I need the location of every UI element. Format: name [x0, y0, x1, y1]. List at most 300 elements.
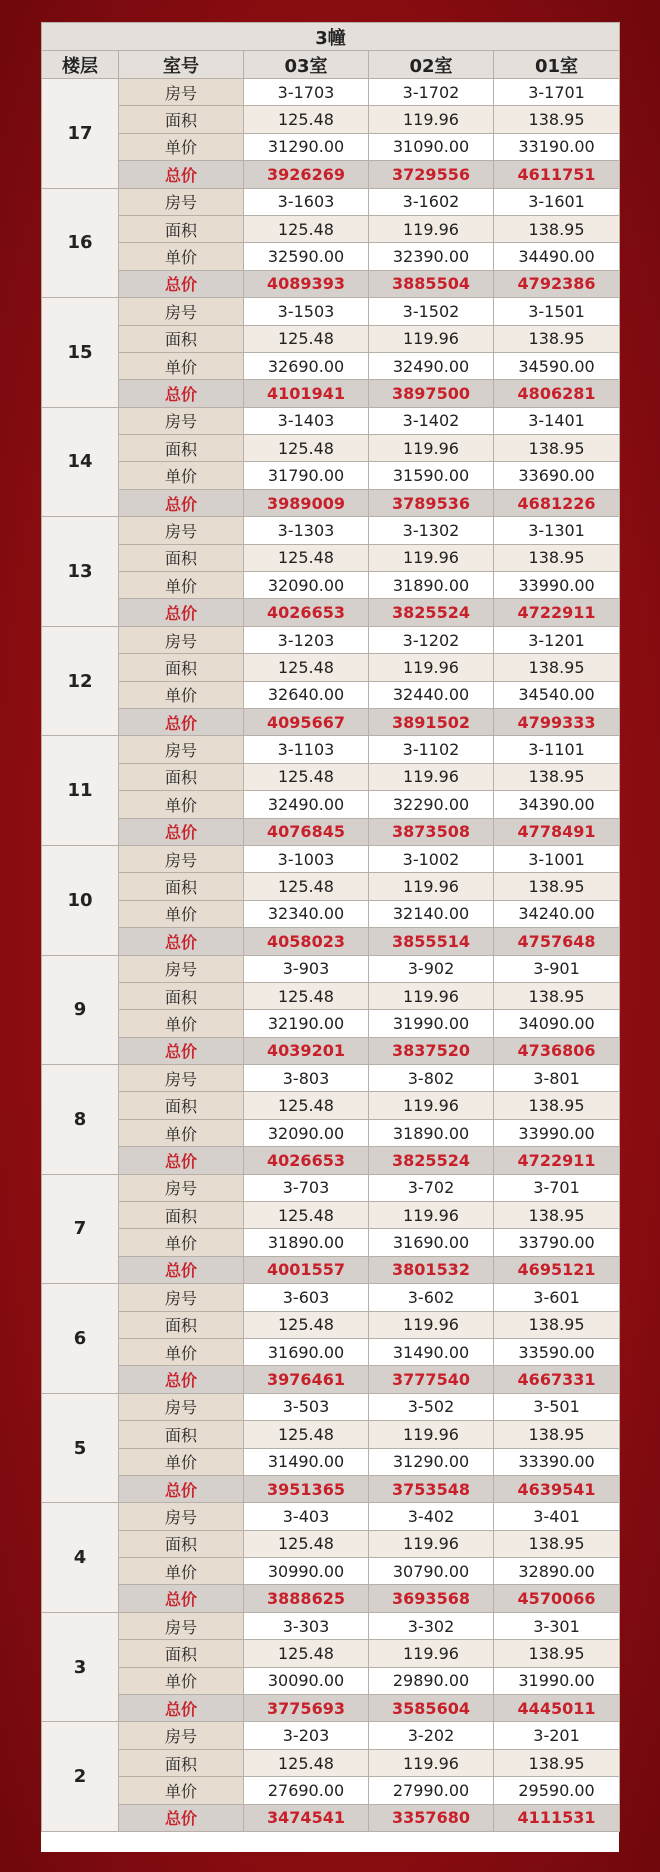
table-row — [42, 1475, 620, 1502]
table-row — [42, 1804, 620, 1831]
floor-number: 17 — [42, 79, 119, 189]
table-row — [42, 1065, 620, 1092]
table-row — [42, 681, 620, 708]
total-price-cell: 3693568 — [369, 1585, 494, 1612]
title-row — [42, 23, 620, 51]
unit-price-cell: 31090.00 — [369, 133, 494, 160]
table-row — [42, 133, 620, 160]
unit-price-cell: 32340.00 — [244, 900, 369, 927]
area-label: 面积 — [119, 215, 244, 242]
room-number-label: 房号 — [119, 1284, 244, 1311]
total-price-cell: 4722911 — [494, 1147, 620, 1174]
unit-price-cell: 31890.00 — [369, 1119, 494, 1146]
table-row — [42, 517, 620, 544]
total-price-cell: 4778491 — [494, 818, 620, 845]
total-price-cell: 4757648 — [494, 928, 620, 955]
area-cell: 138.95 — [494, 1311, 620, 1338]
unit-price-cell: 32640.00 — [244, 681, 369, 708]
area-cell: 125.48 — [244, 873, 369, 900]
total-price-cell: 3855514 — [369, 928, 494, 955]
table-row — [42, 1311, 620, 1338]
total-price-label: 总价 — [119, 1037, 244, 1064]
area-label: 面积 — [119, 1421, 244, 1448]
area-cell: 138.95 — [494, 435, 620, 462]
table-row — [42, 955, 620, 982]
room-number-cell: 3-1201 — [494, 626, 620, 653]
area-cell: 138.95 — [494, 873, 620, 900]
total-price-cell: 3474541 — [244, 1804, 369, 1831]
area-label: 面积 — [119, 435, 244, 462]
area-cell: 125.48 — [244, 544, 369, 571]
table-row — [42, 79, 620, 106]
total-price-cell: 4095667 — [244, 708, 369, 735]
table-row — [42, 818, 620, 845]
unit-price-cell: 32440.00 — [369, 681, 494, 708]
floor-number: 10 — [42, 845, 119, 955]
table-row — [42, 1010, 620, 1037]
table-row — [42, 1284, 620, 1311]
price-sheet — [41, 22, 619, 1852]
total-price-label: 总价 — [119, 380, 244, 407]
total-price-cell: 4611751 — [494, 161, 620, 188]
unit-price-cell: 33190.00 — [494, 133, 620, 160]
room-number-cell: 3-203 — [244, 1722, 369, 1749]
total-price-label: 总价 — [119, 1585, 244, 1612]
area-cell: 138.95 — [494, 1640, 620, 1667]
table-row — [42, 626, 620, 653]
area-cell: 119.96 — [369, 1311, 494, 1338]
unit-price-cell: 33590.00 — [494, 1338, 620, 1365]
room-number-cell: 3-1603 — [244, 188, 369, 215]
room-number-cell: 3-1103 — [244, 736, 369, 763]
room-number-cell: 3-401 — [494, 1503, 620, 1530]
unit-price-label: 单价 — [119, 133, 244, 160]
unit-price-cell: 27690.00 — [244, 1777, 369, 1804]
total-price-cell: 3897500 — [369, 380, 494, 407]
total-price-cell: 4039201 — [244, 1037, 369, 1064]
table-row — [42, 572, 620, 599]
total-price-label: 总价 — [119, 1695, 244, 1722]
total-price-cell: 4445011 — [494, 1695, 620, 1722]
area-cell: 119.96 — [369, 982, 494, 1009]
unit-price-cell: 33690.00 — [494, 462, 620, 489]
room-number-cell: 3-1601 — [494, 188, 620, 215]
floor-number: 3 — [42, 1612, 119, 1722]
table-row — [42, 1037, 620, 1064]
area-cell: 138.95 — [494, 544, 620, 571]
table-row — [42, 1503, 620, 1530]
table-row — [42, 599, 620, 626]
room-number-label: 房号 — [119, 517, 244, 544]
area-label: 面积 — [119, 1530, 244, 1557]
unit-price-cell: 29590.00 — [494, 1777, 620, 1804]
table-row — [42, 489, 620, 516]
table-row — [42, 215, 620, 242]
floor-number: 11 — [42, 736, 119, 846]
table-row — [42, 1530, 620, 1557]
room-number-label: 房号 — [119, 1174, 244, 1201]
unit-price-cell: 31990.00 — [369, 1010, 494, 1037]
room-number-cell: 3-1501 — [494, 298, 620, 325]
unit-price-cell: 27990.00 — [369, 1777, 494, 1804]
unit-price-label: 单价 — [119, 681, 244, 708]
area-cell: 125.48 — [244, 106, 369, 133]
unit-price-label: 单价 — [119, 1229, 244, 1256]
table-row — [42, 1667, 620, 1694]
total-price-label: 总价 — [119, 161, 244, 188]
area-cell: 119.96 — [369, 435, 494, 462]
area-cell: 138.95 — [494, 654, 620, 681]
table-row — [42, 928, 620, 955]
room-number-cell: 3-702 — [369, 1174, 494, 1201]
table-row — [42, 1338, 620, 1365]
room-number-cell: 3-501 — [494, 1393, 620, 1420]
table-row — [42, 1366, 620, 1393]
area-label: 面积 — [119, 544, 244, 571]
area-cell: 138.95 — [494, 215, 620, 242]
table-row — [42, 270, 620, 297]
total-price-cell: 3775693 — [244, 1695, 369, 1722]
header-room-03: 03室 — [244, 51, 369, 79]
total-price-cell: 3951365 — [244, 1475, 369, 1502]
unit-price-cell: 31790.00 — [244, 462, 369, 489]
total-price-label: 总价 — [119, 270, 244, 297]
room-number-cell: 3-701 — [494, 1174, 620, 1201]
area-label: 面积 — [119, 654, 244, 681]
unit-price-cell: 30790.00 — [369, 1558, 494, 1585]
area-cell: 138.95 — [494, 763, 620, 790]
table-row — [42, 544, 620, 571]
price-table — [41, 22, 620, 1832]
room-number-cell: 3-1602 — [369, 188, 494, 215]
room-number-cell: 3-1203 — [244, 626, 369, 653]
total-price-cell: 4089393 — [244, 270, 369, 297]
room-number-label: 房号 — [119, 1612, 244, 1639]
unit-price-cell: 31290.00 — [244, 133, 369, 160]
area-cell: 138.95 — [494, 1092, 620, 1119]
floor-number: 13 — [42, 517, 119, 627]
table-row — [42, 982, 620, 1009]
total-price-cell: 3976461 — [244, 1366, 369, 1393]
table-row — [42, 1448, 620, 1475]
total-price-cell: 3926269 — [244, 161, 369, 188]
floor-number: 12 — [42, 626, 119, 736]
total-price-cell: 3801532 — [369, 1256, 494, 1283]
area-label: 面积 — [119, 1749, 244, 1776]
room-number-label: 房号 — [119, 1722, 244, 1749]
area-cell: 138.95 — [494, 1202, 620, 1229]
total-price-cell: 3777540 — [369, 1366, 494, 1393]
area-cell: 119.96 — [369, 1749, 494, 1776]
floor-number: 15 — [42, 298, 119, 408]
table-row — [42, 1421, 620, 1448]
unit-price-cell: 34490.00 — [494, 243, 620, 270]
table-row — [42, 1147, 620, 1174]
unit-price-cell: 34540.00 — [494, 681, 620, 708]
floor-number: 7 — [42, 1174, 119, 1284]
unit-price-cell: 32140.00 — [369, 900, 494, 927]
unit-price-cell: 34590.00 — [494, 352, 620, 379]
room-number-cell: 3-802 — [369, 1065, 494, 1092]
unit-price-label: 单价 — [119, 900, 244, 927]
table-row — [42, 654, 620, 681]
room-number-label: 房号 — [119, 1503, 244, 1530]
total-price-cell: 3989009 — [244, 489, 369, 516]
header-room-01: 01室 — [494, 51, 620, 79]
unit-price-cell: 33390.00 — [494, 1448, 620, 1475]
room-number-label: 房号 — [119, 1065, 244, 1092]
room-number-cell: 3-1502 — [369, 298, 494, 325]
unit-price-cell: 34390.00 — [494, 791, 620, 818]
header-room-no: 室号 — [119, 51, 244, 79]
unit-price-label: 单价 — [119, 1010, 244, 1037]
area-label: 面积 — [119, 1092, 244, 1119]
unit-price-cell: 31690.00 — [369, 1229, 494, 1256]
unit-price-cell: 32390.00 — [369, 243, 494, 270]
area-label: 面积 — [119, 1311, 244, 1338]
room-number-label: 房号 — [119, 1393, 244, 1420]
total-price-label: 总价 — [119, 1366, 244, 1393]
unit-price-label: 单价 — [119, 1448, 244, 1475]
total-price-cell: 3789536 — [369, 489, 494, 516]
table-row — [42, 708, 620, 735]
area-label: 面积 — [119, 982, 244, 1009]
area-cell: 119.96 — [369, 1530, 494, 1557]
room-number-label: 房号 — [119, 407, 244, 434]
unit-price-label: 单价 — [119, 1667, 244, 1694]
unit-price-label: 单价 — [119, 352, 244, 379]
room-number-label: 房号 — [119, 79, 244, 106]
room-number-cell: 3-803 — [244, 1065, 369, 1092]
room-number-cell: 3-703 — [244, 1174, 369, 1201]
unit-price-cell: 31990.00 — [494, 1667, 620, 1694]
unit-price-cell: 31490.00 — [244, 1448, 369, 1475]
total-price-cell: 4722911 — [494, 599, 620, 626]
room-number-cell: 3-903 — [244, 955, 369, 982]
table-row — [42, 325, 620, 352]
area-cell: 119.96 — [369, 1421, 494, 1448]
area-label: 面积 — [119, 1640, 244, 1667]
table-row — [42, 1612, 620, 1639]
area-cell: 138.95 — [494, 106, 620, 133]
total-price-label: 总价 — [119, 1147, 244, 1174]
unit-price-cell: 31290.00 — [369, 1448, 494, 1475]
table-row — [42, 1174, 620, 1201]
area-label: 面积 — [119, 325, 244, 352]
floor-number: 2 — [42, 1722, 119, 1832]
unit-price-cell: 30090.00 — [244, 1667, 369, 1694]
room-number-cell: 3-1202 — [369, 626, 494, 653]
building-title: 3幢 — [42, 23, 620, 51]
unit-price-cell: 33790.00 — [494, 1229, 620, 1256]
total-price-cell: 3885504 — [369, 270, 494, 297]
total-price-cell: 3729556 — [369, 161, 494, 188]
total-price-label: 总价 — [119, 1475, 244, 1502]
room-number-label: 房号 — [119, 298, 244, 325]
unit-price-cell: 32690.00 — [244, 352, 369, 379]
area-cell: 138.95 — [494, 1530, 620, 1557]
room-number-label: 房号 — [119, 736, 244, 763]
total-price-label: 总价 — [119, 708, 244, 735]
table-row — [42, 1229, 620, 1256]
unit-price-cell: 31590.00 — [369, 462, 494, 489]
total-price-cell: 3825524 — [369, 599, 494, 626]
table-body — [42, 79, 620, 1832]
area-cell: 138.95 — [494, 1749, 620, 1776]
unit-price-cell: 31490.00 — [369, 1338, 494, 1365]
room-number-label: 房号 — [119, 626, 244, 653]
total-price-label: 总价 — [119, 1256, 244, 1283]
unit-price-cell: 34090.00 — [494, 1010, 620, 1037]
area-cell: 125.48 — [244, 1202, 369, 1229]
area-cell: 119.96 — [369, 1640, 494, 1667]
area-cell: 125.48 — [244, 1640, 369, 1667]
room-number-cell: 3-1702 — [369, 79, 494, 106]
unit-price-label: 单价 — [119, 462, 244, 489]
area-cell: 119.96 — [369, 1202, 494, 1229]
room-number-cell: 3-603 — [244, 1284, 369, 1311]
room-number-label: 房号 — [119, 188, 244, 215]
total-price-cell: 4570066 — [494, 1585, 620, 1612]
area-cell: 138.95 — [494, 1421, 620, 1448]
table-row — [42, 1202, 620, 1229]
room-number-cell: 3-1303 — [244, 517, 369, 544]
table-row — [42, 435, 620, 462]
unit-price-cell: 32490.00 — [369, 352, 494, 379]
room-number-cell: 3-1002 — [369, 845, 494, 872]
area-cell: 119.96 — [369, 763, 494, 790]
room-number-cell: 3-403 — [244, 1503, 369, 1530]
table-row — [42, 763, 620, 790]
area-cell: 119.96 — [369, 215, 494, 242]
area-cell: 125.48 — [244, 435, 369, 462]
total-price-cell: 4001557 — [244, 1256, 369, 1283]
unit-price-cell: 34240.00 — [494, 900, 620, 927]
table-row — [42, 1777, 620, 1804]
area-cell: 125.48 — [244, 1421, 369, 1448]
total-price-cell: 3888625 — [244, 1585, 369, 1612]
total-price-cell: 4792386 — [494, 270, 620, 297]
table-row — [42, 380, 620, 407]
table-row — [42, 243, 620, 270]
unit-price-cell: 33990.00 — [494, 572, 620, 599]
area-cell: 119.96 — [369, 654, 494, 681]
total-price-cell: 3585604 — [369, 1695, 494, 1722]
unit-price-cell: 29890.00 — [369, 1667, 494, 1694]
area-label: 面积 — [119, 763, 244, 790]
total-price-cell: 4026653 — [244, 1147, 369, 1174]
area-cell: 138.95 — [494, 982, 620, 1009]
room-number-cell: 3-301 — [494, 1612, 620, 1639]
total-price-cell: 4681226 — [494, 489, 620, 516]
room-number-cell: 3-202 — [369, 1722, 494, 1749]
total-price-cell: 4667331 — [494, 1366, 620, 1393]
area-cell: 138.95 — [494, 325, 620, 352]
total-price-cell: 3891502 — [369, 708, 494, 735]
unit-price-label: 单价 — [119, 791, 244, 818]
unit-price-label: 单价 — [119, 243, 244, 270]
room-number-cell: 3-1101 — [494, 736, 620, 763]
room-number-cell: 3-1301 — [494, 517, 620, 544]
room-number-cell: 3-1701 — [494, 79, 620, 106]
area-cell: 125.48 — [244, 215, 369, 242]
room-number-cell: 3-602 — [369, 1284, 494, 1311]
room-number-cell: 3-1001 — [494, 845, 620, 872]
floor-number: 16 — [42, 188, 119, 298]
area-cell: 119.96 — [369, 106, 494, 133]
area-cell: 125.48 — [244, 982, 369, 1009]
header-room-02: 02室 — [369, 51, 494, 79]
table-row — [42, 1558, 620, 1585]
unit-price-cell: 31690.00 — [244, 1338, 369, 1365]
total-price-cell: 3357680 — [369, 1804, 494, 1831]
area-cell: 119.96 — [369, 1092, 494, 1119]
table-row — [42, 1640, 620, 1667]
room-number-cell: 3-801 — [494, 1065, 620, 1092]
unit-price-cell: 32090.00 — [244, 572, 369, 599]
total-price-cell: 4076845 — [244, 818, 369, 845]
room-number-cell: 3-902 — [369, 955, 494, 982]
header-floor: 楼层 — [42, 51, 119, 79]
area-cell: 125.48 — [244, 1749, 369, 1776]
room-number-cell: 3-302 — [369, 1612, 494, 1639]
room-number-cell: 3-1401 — [494, 407, 620, 434]
area-cell: 119.96 — [369, 544, 494, 571]
unit-price-label: 单价 — [119, 1558, 244, 1585]
unit-price-label: 单价 — [119, 572, 244, 599]
total-price-cell: 4639541 — [494, 1475, 620, 1502]
total-price-cell: 4026653 — [244, 599, 369, 626]
table-row — [42, 1722, 620, 1749]
room-number-cell: 3-1003 — [244, 845, 369, 872]
room-number-cell: 3-1403 — [244, 407, 369, 434]
floor-number: 4 — [42, 1503, 119, 1613]
room-number-cell: 3-1102 — [369, 736, 494, 763]
table-row — [42, 1585, 620, 1612]
room-number-cell: 3-1503 — [244, 298, 369, 325]
room-number-cell: 3-503 — [244, 1393, 369, 1420]
unit-price-cell: 31890.00 — [369, 572, 494, 599]
room-number-cell: 3-303 — [244, 1612, 369, 1639]
total-price-cell: 3873508 — [369, 818, 494, 845]
unit-price-label: 单价 — [119, 1777, 244, 1804]
table-row — [42, 407, 620, 434]
room-number-cell: 3-901 — [494, 955, 620, 982]
total-price-cell: 4806281 — [494, 380, 620, 407]
table-row — [42, 873, 620, 900]
unit-price-cell: 32290.00 — [369, 791, 494, 818]
table-row — [42, 1749, 620, 1776]
unit-price-label: 单价 — [119, 1119, 244, 1146]
unit-price-cell: 32190.00 — [244, 1010, 369, 1037]
table-row — [42, 845, 620, 872]
table-row — [42, 462, 620, 489]
room-number-cell: 3-601 — [494, 1284, 620, 1311]
unit-price-cell: 32490.00 — [244, 791, 369, 818]
table-row — [42, 352, 620, 379]
area-cell: 125.48 — [244, 1530, 369, 1557]
area-cell: 119.96 — [369, 325, 494, 352]
area-label: 面积 — [119, 106, 244, 133]
table-row — [42, 791, 620, 818]
room-number-cell: 3-201 — [494, 1722, 620, 1749]
area-cell: 125.48 — [244, 654, 369, 681]
room-number-cell: 3-1703 — [244, 79, 369, 106]
total-price-label: 总价 — [119, 599, 244, 626]
unit-price-cell: 32890.00 — [494, 1558, 620, 1585]
header-row — [42, 51, 620, 79]
total-price-label: 总价 — [119, 818, 244, 845]
